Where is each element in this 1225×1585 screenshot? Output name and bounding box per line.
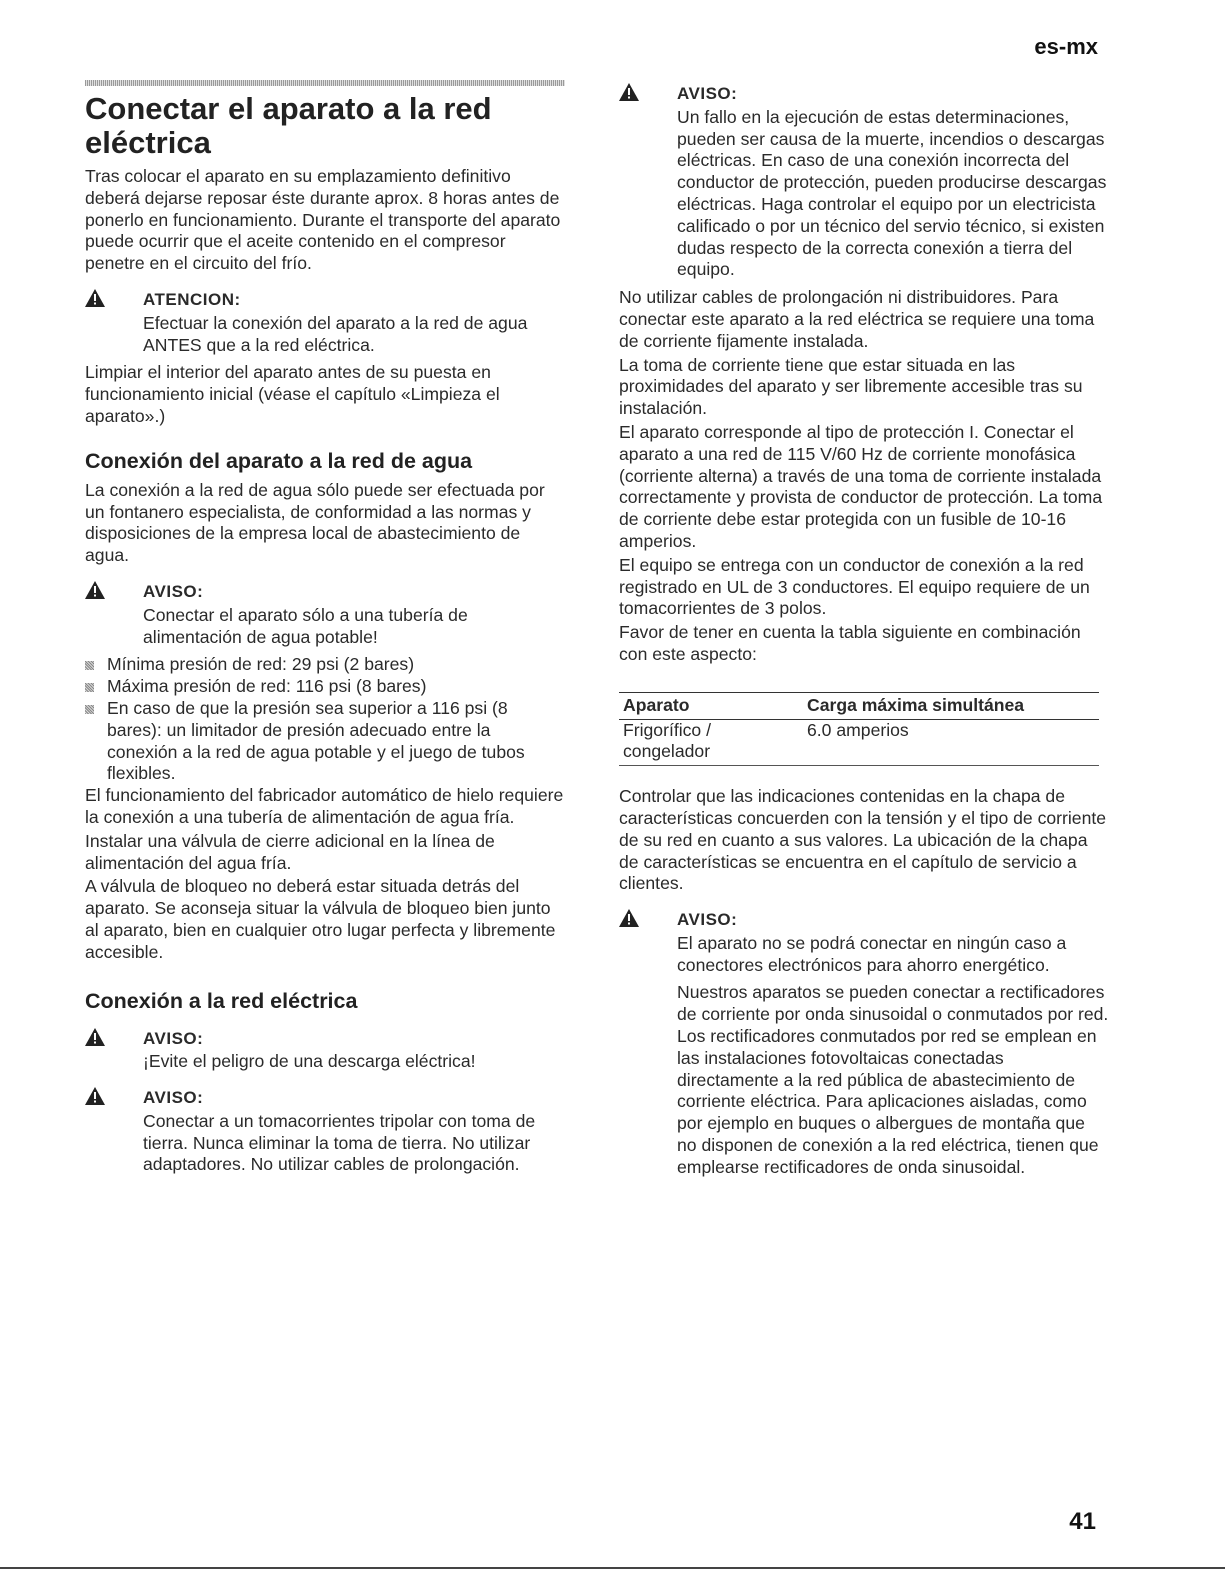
warning-label: AVISO: — [143, 1028, 204, 1048]
warning-text: Conectar el aparato sólo a una tubería de alimentación de agua potable! — [143, 604, 468, 647]
table-cell: 6.0 amperios — [803, 719, 1099, 766]
title-rule — [85, 80, 565, 86]
left-column — [85, 80, 565, 1182]
table-cell: Frigorífico / congelador — [619, 719, 803, 766]
warning-text: Conectar a un tomacorrientes tripolar con toma de tierra. Nunca eliminar la toma de tierra. No utilizar adaptadores. No utilizar cables de prolongación. — [143, 1110, 536, 1175]
valve-position-paragraph: A válvula de bloqueo no deberá estar situada detrás del aparato. Se aconseja situar la válvula de bloqueo bien junto al aparato, bien en cualquier otro lugar perfecta y libremente accesible. — [85, 876, 556, 962]
rating-plate-paragraph: Controlar que las indicaciones contenidas en la chapa de características concuerden con la tensión y el tipo de corriente de su red en cuanto a sus valores. La ubicación de la chapa de características se encuentra en el capítulo de servicio a clientes. — [619, 786, 1107, 894]
bullet-icon — [85, 661, 94, 670]
warning-text: ¡Evite el peligro de una descarga eléctrica! — [143, 1051, 476, 1072]
warning-text: Un fallo en la ejecución de estas determinaciones, pueden ser causa de la muerte, incendios o descargas eléctricas. En caso de una conexión incorrecta del conductor de protección, pueden producirse descargas eléctricas. Haga controlar el equipo por un electricista calificado o por un técnico del servio técnico, si existen dudas respecto de la correcta conexión a tierra del equipo. — [677, 106, 1107, 280]
aviso-fail-warning — [619, 83, 1109, 281]
protection-paragraph: El aparato corresponde al tipo de protección I. Conectar el aparato a una red de 115 V/60 Hz de corriente monofásica (corriente alterna) a través de una toma de corriente instalada correctamente y provista de conductor de protección. La toma de corriente debe estar protegida con un fusible de 10-16 amperios. — [619, 421, 1103, 551]
warning-triangle-icon — [85, 1087, 105, 1105]
ul-paragraph: El equipo se entrega con un conductor de conexión a la red registrado en UL de 3 conductores. El equipo requiere de un tomacorrientes de 3 polos. — [619, 554, 1090, 619]
bullet-icon — [85, 683, 94, 692]
table-row — [619, 719, 1099, 766]
intro-paragraph: Tras colocar el aparato en su emplazamiento definitivo deberá dejarse reposar éste durante aprox. 8 horas antes de ponerlo en funcionamiento. Durante el transporte del aparato puede ocurrir que el aceite contenido en el compresor penetre en el circuito del frío. — [85, 166, 561, 274]
page-number: 41 — [1069, 1508, 1096, 1535]
language-code: es-mx — [1034, 34, 1098, 59]
warning-triangle-icon — [619, 909, 639, 927]
warning-label: AVISO: — [677, 84, 738, 103]
warning-label: AVISO: — [143, 581, 204, 601]
warning-label: AVISO: — [143, 1088, 204, 1108]
warning-label: ATENCION: — [143, 289, 241, 309]
warning-text: El aparato no se podrá conectar en ningún caso a conectores electrónicos para ahorro energético. — [677, 932, 1067, 975]
aviso-shock-warning — [85, 1028, 565, 1074]
warning-label: AVISO: — [677, 910, 738, 930]
load-table — [619, 692, 1099, 766]
warning-text-2: Nuestros aparatos se pueden conectar a rectificadores de corriente por onda sinusoidal o conmutados por red. Los rectificadores conmutados por red se emplean en las instalaciones fotovoltaicas conectadas directamente a la red pública de abastecimiento de corriente eléctrica. Para aplicaciones aisladas, como por ejemplo en buques o albergues de montaña que no disponen de conexión a la red eléctrica, tienen que emplearse rectificadores de onda sinusoidal. — [677, 982, 1109, 1177]
water-section-heading: Conexión del aparato a la red de agua — [85, 448, 473, 473]
table-header: Carga máxima simultánea — [803, 692, 1099, 719]
aviso-energy-warning — [619, 909, 1109, 1179]
electric-section-heading: Conexión a la red eléctrica — [85, 988, 358, 1013]
valve-paragraph: Instalar una válvula de cierre adicional en la línea de alimentación del agua fría. — [85, 830, 495, 873]
warning-text: Efectuar la conexión del aparato a la red de agua ANTES que a la red eléctrica. — [143, 312, 528, 355]
aviso-ground-warning — [85, 1087, 565, 1176]
list-item: En caso de que la presión sea superior a 116 psi (8 bares): un limitador de presión adecuado entre la conexión a la red de agua potable y el juego de tubos flexibles. — [85, 698, 565, 785]
aviso-water-warning — [85, 581, 565, 648]
bullet-icon — [85, 705, 94, 714]
list-item: Mínima presión de red: 29 psi (2 bares) — [85, 654, 565, 676]
warning-triangle-icon — [619, 83, 639, 101]
warning-triangle-icon — [85, 581, 105, 599]
list-item: Máxima presión de red: 116 psi (8 bares) — [85, 676, 565, 698]
pressure-list — [85, 654, 565, 785]
warning-triangle-icon — [85, 289, 105, 307]
atencion-warning — [85, 289, 565, 356]
cleaning-paragraph: Limpiar el interior del aparato antes de su puesta en funcionamiento inicial (véase el capítulo «Limpieza el aparato».) — [85, 362, 500, 426]
cables-paragraph: No utilizar cables de prolongación ni distribuidores. Para conectar este aparato a la red eléctrica se requiere una toma de corriente fijamente instalada. — [619, 287, 1095, 351]
ice-maker-paragraph: El funcionamiento del fabricador automático de hielo requiere la conexión a una tubería de alimentación de agua fría. — [85, 785, 564, 827]
right-column — [619, 83, 1109, 1185]
page-title: Conectar el aparato a la red eléctrica — [85, 91, 492, 160]
warning-triangle-icon — [85, 1028, 105, 1046]
socket-paragraph: La toma de corriente tiene que estar situada en las proximidades del aparato y ser libremente accesible tras su instalación. — [619, 354, 1083, 419]
water-intro-paragraph: La conexión a la red de agua sólo puede ser efectuada por un fontanero especialista, de conformidad a las normas y disposiciones de la empresa local de abastecimiento de agua. — [85, 479, 545, 566]
table-intro-paragraph: Favor de tener en cuenta la tabla siguiente en combinación con este aspecto: — [619, 622, 1081, 664]
table-header: Aparato — [619, 692, 803, 719]
bottom-rule — [0, 1567, 1225, 1569]
